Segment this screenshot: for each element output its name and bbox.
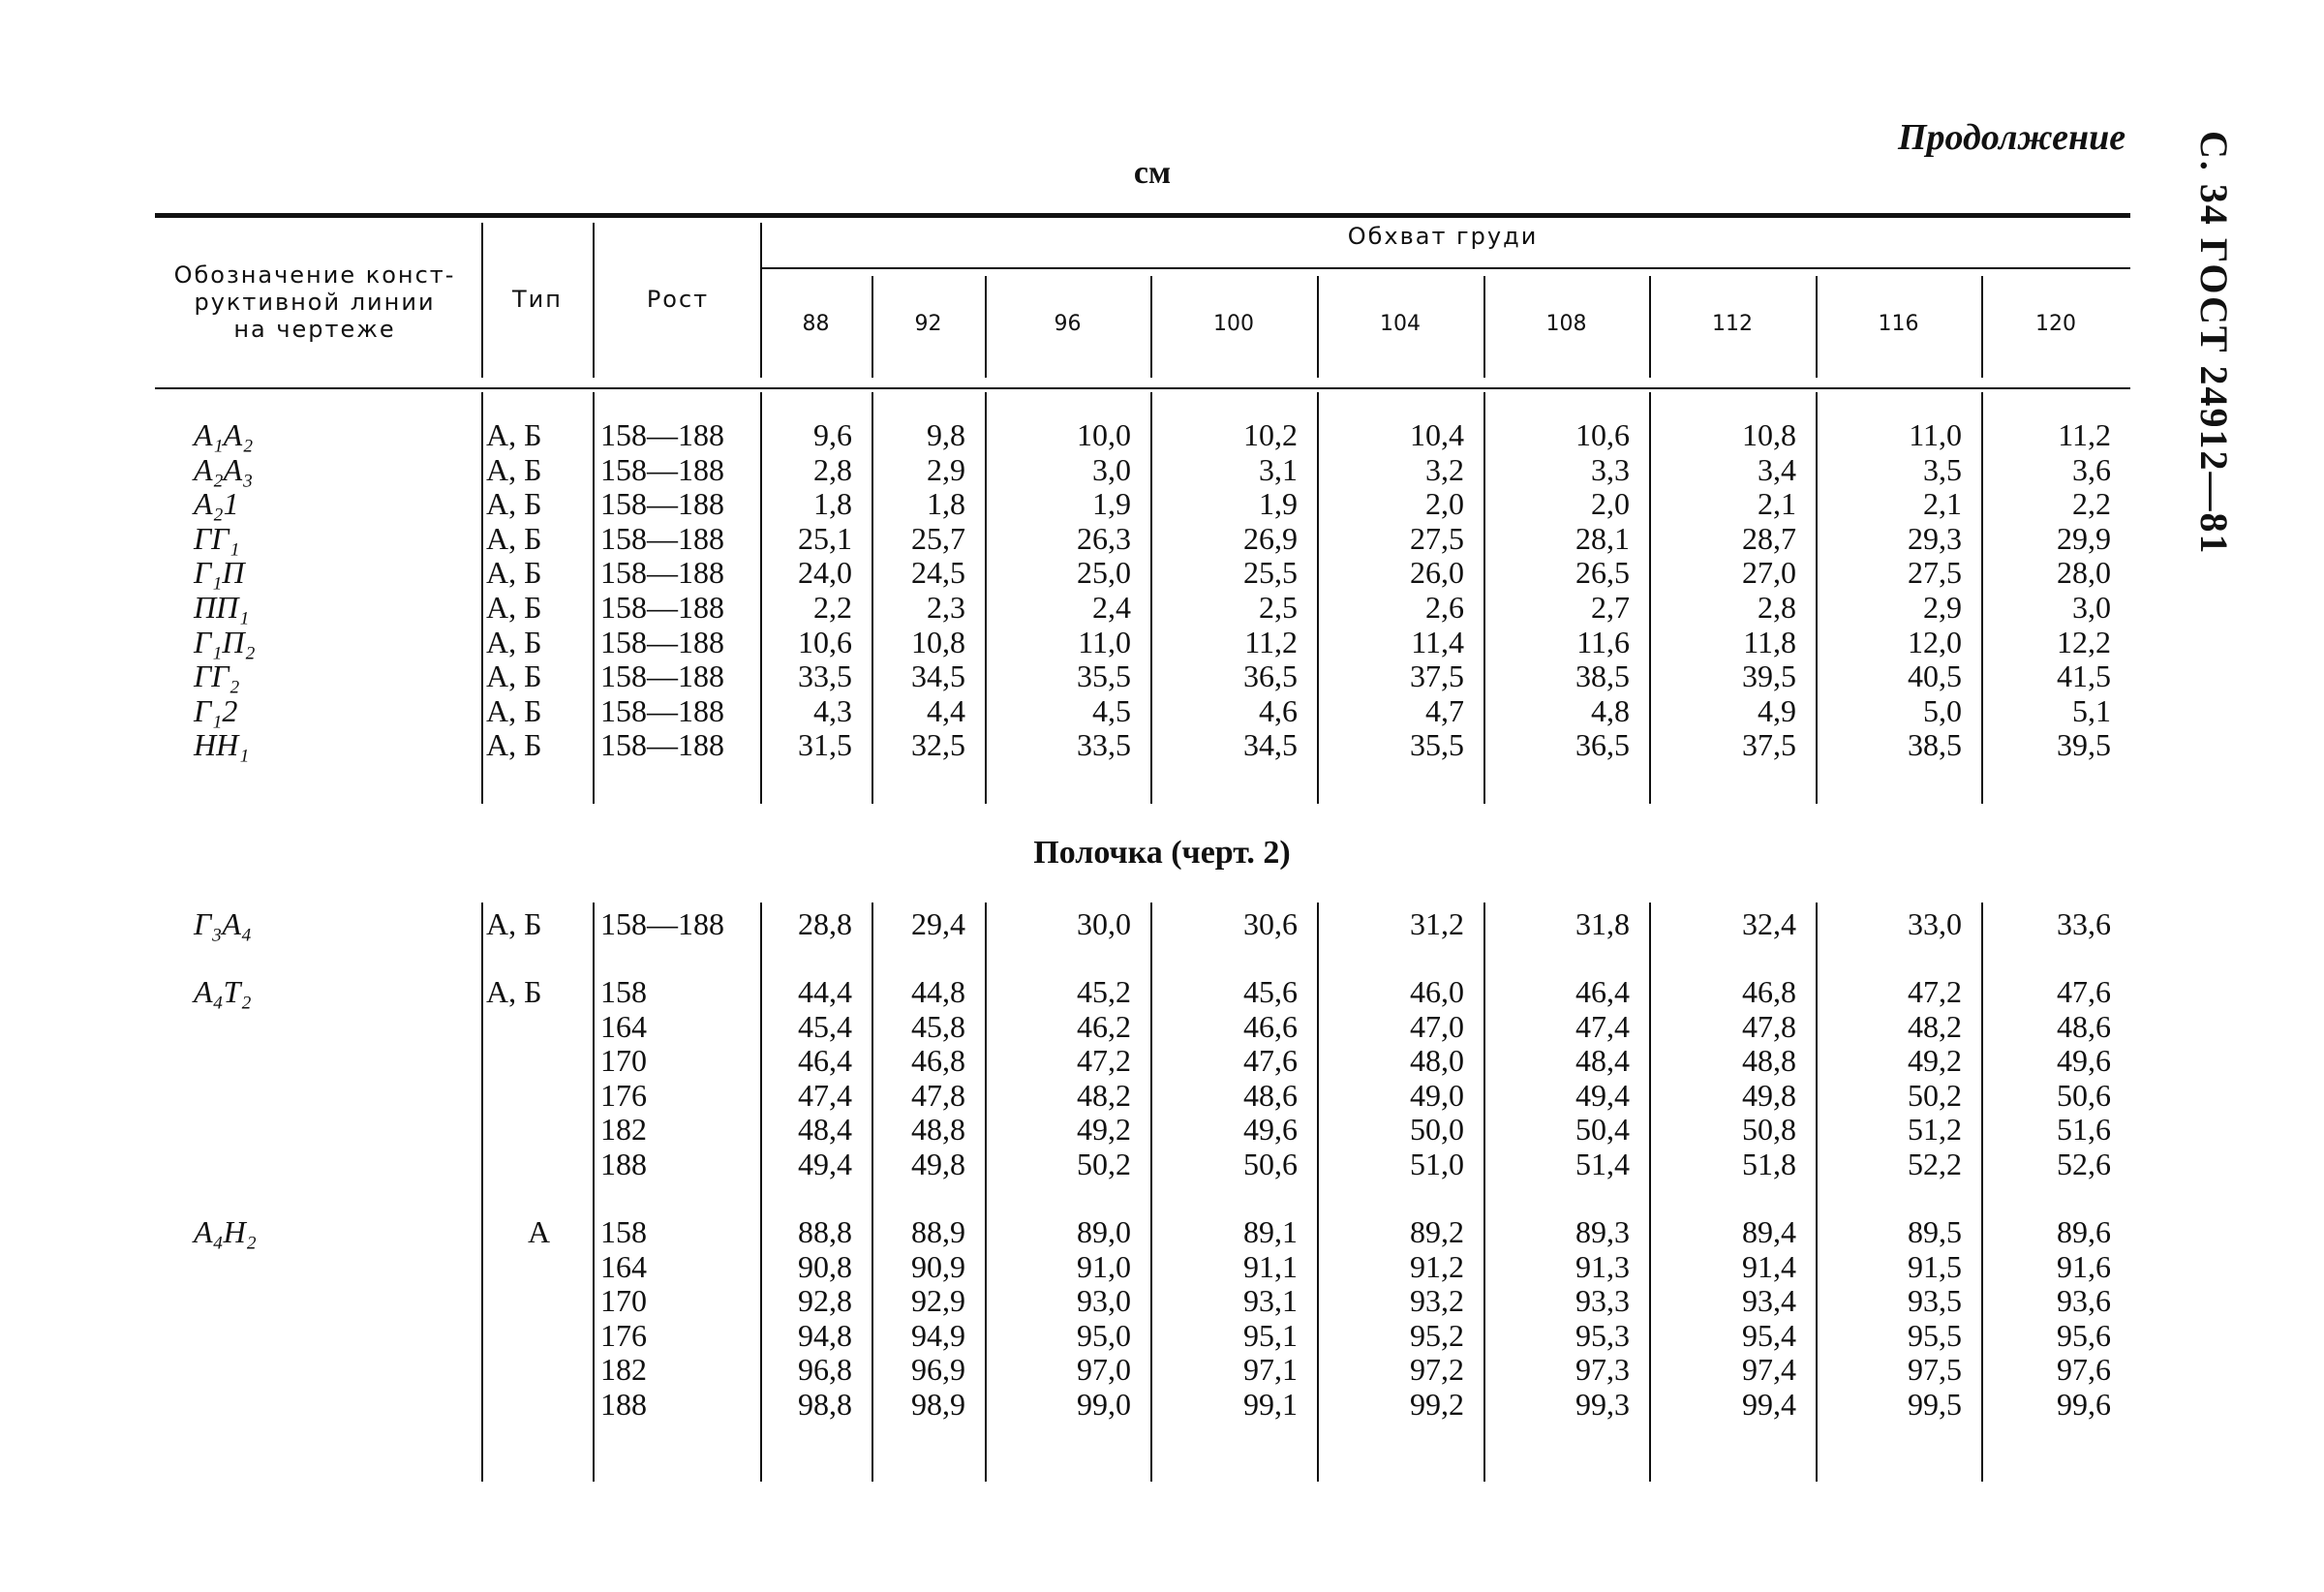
col-rule-height [593, 223, 595, 378]
s1-row-2-value-88: 2,8 [813, 451, 852, 487]
s1-row-8-value-112: 39,5 [1742, 658, 1796, 694]
a4t2-row-4-value-100: 48,6 [1243, 1077, 1298, 1113]
a4h2-row-4-value-108: 95,3 [1575, 1317, 1630, 1353]
continuation-label: Продолжение [1898, 117, 2126, 158]
s1-row-9-height: 158—188 [600, 692, 724, 728]
s1-row-2-value-104: 3,2 [1425, 451, 1464, 487]
a4h2-row-5-value-108: 97,3 [1575, 1352, 1630, 1388]
body-col-rule [593, 903, 595, 1482]
a4h2-row-6-value-92: 98,9 [911, 1387, 965, 1422]
chest-header: Обхват груди [1347, 223, 1539, 250]
a4t2-row-1-value-108: 46,4 [1575, 974, 1630, 1009]
a4t2-row-2-value-108: 47,4 [1575, 1008, 1630, 1044]
s1-row-1-type: А, Б [486, 417, 542, 452]
a4h2-row-4-value-92: 94,9 [911, 1317, 965, 1353]
s1-row-4-designation: ГГ₁ [194, 520, 240, 556]
a4h2-row-2-value-116: 91,5 [1908, 1248, 1962, 1284]
a4t2-row-1-value-96: 45,2 [1077, 974, 1131, 1009]
a4t2-row-6-height: 188 [600, 1147, 647, 1181]
chest-header-rule [760, 267, 2130, 269]
a4t2-row-3-value-88: 46,4 [798, 1043, 852, 1079]
a4h2-row-3-value-116: 93,5 [1908, 1283, 1962, 1319]
s1-row-5-value-120: 28,0 [2057, 555, 2111, 591]
a4t2-row-2-value-104: 47,0 [1410, 1008, 1464, 1044]
a4h2-row-2-value-108: 91,3 [1575, 1248, 1630, 1284]
s1-row-4-value-112: 28,7 [1742, 520, 1796, 556]
a4t2-row-1-designation: A₄T₂ [194, 974, 252, 1009]
s1-row-7-height: 158—188 [600, 624, 724, 659]
a4h2-row-6-value-100: 99,1 [1243, 1387, 1298, 1422]
a4h2-row-5-value-96: 97,0 [1077, 1352, 1131, 1388]
a4h2-row-2-height: 164 [600, 1248, 647, 1284]
a4t2-row-1-value-100: 45,6 [1243, 974, 1298, 1009]
s1-row-9-designation: Г₁2 [194, 692, 238, 728]
s1-row-1-value-112: 10,8 [1742, 417, 1796, 452]
a4t2-row-4-height: 176 [600, 1077, 647, 1113]
a4h2-row-5-value-112: 97,4 [1742, 1352, 1796, 1388]
s1-row-10-value-104: 35,5 [1410, 727, 1464, 763]
a4h2-row-3-value-108: 93,3 [1575, 1283, 1630, 1319]
size-header-108: 108 [1545, 312, 1587, 336]
a4t2-row-1-value-120: 47,6 [2057, 974, 2111, 1009]
a4t2-row-5-value-116: 51,2 [1908, 1112, 1962, 1148]
a4h2-row-2-value-92: 90,9 [911, 1248, 965, 1284]
s1-row-3-designation: A₂1 [194, 486, 239, 522]
s1-row-2-value-100: 3,1 [1259, 451, 1298, 487]
a4h2-row-1-value-108: 89,3 [1575, 1214, 1630, 1249]
a4h2-row-2-value-104: 91,2 [1410, 1248, 1464, 1284]
a4t2-row-5-value-112: 50,8 [1742, 1112, 1796, 1148]
s1-row-4-value-116: 29,3 [1908, 520, 1962, 556]
s1-row-9-value-100: 4,6 [1259, 692, 1298, 728]
a4h2-row-5-value-120: 97,6 [2057, 1352, 2111, 1388]
s1-row-1-designation: A₁A₂ [194, 417, 254, 452]
a4h2-row-6-value-120: 99,6 [2057, 1387, 2111, 1422]
a4t2-row-5-value-96: 49,2 [1077, 1112, 1131, 1148]
a4t2-row-4-value-112: 49,8 [1742, 1077, 1796, 1113]
a4h2-row-6-value-96: 99,0 [1077, 1387, 1131, 1422]
a4h2-row-3-value-104: 93,2 [1410, 1283, 1464, 1319]
s1-row-7-value-92: 10,8 [911, 624, 965, 659]
a4h2-row-3-value-100: 93,1 [1243, 1283, 1298, 1319]
s1-row-6-value-96: 2,4 [1092, 590, 1131, 625]
s1-row-4-value-104: 27,5 [1410, 520, 1464, 556]
s1-row-5-value-112: 27,0 [1742, 555, 1796, 591]
a4t2-row-1-value-104: 46,0 [1410, 974, 1464, 1009]
a4t2-row-2-value-120: 48,6 [2057, 1008, 2111, 1044]
g3a4-row-height: 158—188 [600, 906, 724, 941]
s1-row-10-value-116: 38,5 [1908, 727, 1962, 763]
s1-row-6-value-104: 2,6 [1425, 590, 1464, 625]
a4t2-row-2-value-92: 45,8 [911, 1008, 965, 1044]
a4h2-row-1-value-100: 89,1 [1243, 1214, 1298, 1249]
s1-row-8-value-96: 35,5 [1077, 658, 1131, 694]
a4t2-row-6-value-116: 52,2 [1908, 1147, 1962, 1181]
s1-row-8-value-116: 40,5 [1908, 658, 1962, 694]
a4t2-row-4-value-92: 47,8 [911, 1077, 965, 1113]
unit-label: см [1133, 155, 1172, 191]
s1-row-7-value-112: 11,8 [1743, 624, 1796, 659]
section-title-polochka: Полочка (черт. 2) [1033, 835, 1291, 871]
s1-row-8-value-108: 38,5 [1575, 658, 1630, 694]
col-rule-type [481, 223, 483, 378]
a4t2-row-3-height: 170 [600, 1043, 647, 1079]
s1-row-9-value-96: 4,5 [1092, 692, 1131, 728]
table-top-rule [155, 213, 2130, 218]
s1-row-10-value-112: 37,5 [1742, 727, 1796, 763]
a4h2-row-4-height: 176 [600, 1317, 647, 1353]
a4h2-row-4-value-88: 94,8 [798, 1317, 852, 1353]
a4h2-row-1-designation: A₄H₂ [194, 1214, 257, 1249]
a4t2-row-3-value-120: 49,6 [2057, 1043, 2111, 1079]
height-header: Рост [646, 286, 710, 313]
a4h2-row-5-value-104: 97,2 [1410, 1352, 1464, 1388]
s1-row-1-value-96: 10,0 [1077, 417, 1131, 452]
s1-row-10-height: 158—188 [600, 727, 724, 763]
a4h2-row-3-value-92: 92,9 [911, 1283, 965, 1319]
s1-row-6-value-100: 2,5 [1259, 590, 1298, 625]
page-label: С. 34 ГОСТ 24912—81 [2192, 131, 2236, 556]
s1-row-5-type: А, Б [486, 555, 542, 591]
s1-row-10-value-100: 34,5 [1243, 727, 1298, 763]
s1-row-9-value-104: 4,7 [1425, 692, 1464, 728]
s1-row-4-value-92: 25,7 [911, 520, 965, 556]
a4h2-row-6-value-112: 99,4 [1742, 1387, 1796, 1422]
a4h2-row-1-height: 158 [600, 1214, 647, 1249]
a4h2-row-4-value-96: 95,0 [1077, 1317, 1131, 1353]
s1-row-1-value-108: 10,6 [1575, 417, 1630, 452]
s1-row-10-designation: НН₁ [194, 727, 250, 763]
a4h2-row-6-value-108: 99,3 [1575, 1387, 1630, 1422]
g3a4-row-value-100: 30,6 [1243, 906, 1298, 941]
s1-row-10-value-108: 36,5 [1575, 727, 1630, 763]
a4t2-row-3-value-92: 46,8 [911, 1043, 965, 1079]
a4t2-row-1-value-92: 44,8 [911, 974, 965, 1009]
a4h2-row-1-value-96: 89,0 [1077, 1214, 1131, 1249]
a4t2-row-6-value-104: 51,0 [1410, 1147, 1464, 1181]
s1-row-8-designation: ГГ₂ [194, 658, 240, 694]
s1-row-4-value-88: 25,1 [798, 520, 852, 556]
s1-row-6-value-116: 2,9 [1923, 590, 1962, 625]
a4t2-row-2-height: 164 [600, 1008, 647, 1044]
s1-row-3-type: А, Б [486, 486, 542, 522]
s1-row-5-height: 158—188 [600, 555, 724, 591]
s1-row-7-type: А, Б [486, 624, 542, 659]
a4t2-row-3-value-96: 47,2 [1077, 1043, 1131, 1079]
a4h2-row-4-value-120: 95,6 [2057, 1317, 2111, 1353]
s1-row-1-value-104: 10,4 [1410, 417, 1464, 452]
s1-row-9-value-112: 4,9 [1758, 692, 1796, 728]
s1-row-2-height: 158—188 [600, 451, 724, 487]
a4t2-row-2-value-112: 47,8 [1742, 1008, 1796, 1044]
s1-row-2-value-96: 3,0 [1092, 451, 1131, 487]
a4t2-row-4-value-120: 50,6 [2057, 1077, 2111, 1113]
a4t2-row-5-value-100: 49,6 [1243, 1112, 1298, 1148]
g3a4-row-value-104: 31,2 [1410, 906, 1464, 941]
s1-row-9-value-120: 5,1 [2072, 692, 2111, 728]
s1-row-5-value-104: 26,0 [1410, 555, 1464, 591]
s1-row-4-type: А, Б [486, 520, 542, 556]
s1-row-6-height: 158—188 [600, 590, 724, 625]
a4t2-row-4-value-88: 47,4 [798, 1077, 852, 1113]
a4t2-row-6-value-100: 50,6 [1243, 1147, 1298, 1181]
a4t2-row-6-value-112: 51,8 [1742, 1147, 1796, 1181]
s1-row-5-value-100: 25,5 [1243, 555, 1298, 591]
a4t2-row-3-value-104: 48,0 [1410, 1043, 1464, 1079]
s1-row-4-value-120: 29,9 [2057, 520, 2111, 556]
s1-row-8-type: А, Б [486, 658, 542, 694]
s1-row-10-value-96: 33,5 [1077, 727, 1131, 763]
s1-row-9-value-116: 5,0 [1923, 692, 1962, 728]
s1-row-3-value-88: 1,8 [813, 486, 852, 522]
a4h2-row-6-value-104: 99,2 [1410, 1387, 1464, 1422]
a4h2-row-3-value-112: 93,4 [1742, 1283, 1796, 1319]
s1-row-7-value-100: 11,2 [1244, 624, 1298, 659]
a4t2-row-3-value-112: 48,8 [1742, 1043, 1796, 1079]
a4t2-row-6-value-96: 50,2 [1077, 1147, 1131, 1181]
g3a4-row-value-92: 29,4 [911, 906, 965, 941]
s1-row-1-value-100: 10,2 [1243, 417, 1298, 452]
s1-row-3-value-108: 2,0 [1591, 486, 1630, 522]
s1-row-2-value-92: 2,9 [927, 451, 965, 487]
size-header-116: 116 [1878, 312, 1919, 336]
s1-row-4-value-100: 26,9 [1243, 520, 1298, 556]
a4t2-row-6-value-88: 49,4 [798, 1147, 852, 1181]
a4h2-row-4-value-116: 95,5 [1908, 1317, 1962, 1353]
s1-row-8-value-92: 34,5 [911, 658, 965, 694]
a4h2-row-6-value-116: 99,5 [1908, 1387, 1962, 1422]
s1-row-6-value-112: 2,8 [1758, 590, 1796, 625]
s1-row-2-designation: A₂A₃ [194, 451, 254, 487]
s1-row-5-value-88: 24,0 [798, 555, 852, 591]
designation-header-line-3: на чертеже [233, 316, 396, 343]
s1-row-3-height: 158—188 [600, 486, 724, 522]
s1-row-8-height: 158—188 [600, 658, 724, 694]
a4h2-row-4-value-100: 95,1 [1243, 1317, 1298, 1353]
a4t2-row-5-value-108: 50,4 [1575, 1112, 1630, 1148]
s1-row-1-value-88: 9,6 [813, 417, 852, 452]
a4h2-row-6-height: 188 [600, 1387, 647, 1422]
a4t2-row-1-value-116: 47,2 [1908, 974, 1962, 1009]
a4t2-row-2-value-88: 45,4 [798, 1008, 852, 1044]
designation-header-line-2: руктивной линии [194, 289, 436, 316]
s1-row-7-value-104: 11,4 [1411, 624, 1464, 659]
s1-row-4-value-96: 26,3 [1077, 520, 1131, 556]
a4t2-row-2-value-96: 46,2 [1077, 1008, 1131, 1044]
size-header-88: 88 [802, 312, 830, 336]
s1-row-4-height: 158—188 [600, 520, 724, 556]
a4h2-row-1-value-104: 89,2 [1410, 1214, 1464, 1249]
a4t2-row-1-type: А, Б [486, 974, 542, 1009]
a4h2-row-2-value-112: 91,4 [1742, 1248, 1796, 1284]
a4h2-row-5-value-116: 97,5 [1908, 1352, 1962, 1388]
a4t2-row-4-value-96: 48,2 [1077, 1077, 1131, 1113]
s1-row-6-value-92: 2,3 [927, 590, 965, 625]
a4h2-row-4-value-104: 95,2 [1410, 1317, 1464, 1353]
designation-header [160, 261, 470, 343]
a4h2-row-2-value-120: 91,6 [2057, 1248, 2111, 1284]
header-bottom-rule [155, 387, 2130, 389]
s1-row-3-value-116: 2,1 [1923, 486, 1962, 522]
s1-row-3-value-120: 2,2 [2072, 486, 2111, 522]
s1-row-6-designation: ПП₁ [194, 590, 250, 625]
g3a4-row-value-116: 33,0 [1908, 906, 1962, 941]
a4t2-row-3-value-108: 48,4 [1575, 1043, 1630, 1079]
s1-row-9-type: А, Б [486, 692, 542, 728]
s1-row-4-value-108: 28,1 [1575, 520, 1630, 556]
a4h2-row-2-value-88: 90,8 [798, 1248, 852, 1284]
a4t2-row-2-value-116: 48,2 [1908, 1008, 1962, 1044]
g3a4-row-value-96: 30,0 [1077, 906, 1131, 941]
a4h2-row-5-value-92: 96,9 [911, 1352, 965, 1388]
s1-row-6-type: А, Б [486, 590, 542, 625]
s1-row-10-type: А, Б [486, 727, 542, 763]
a4t2-row-6-value-108: 51,4 [1575, 1147, 1630, 1181]
s1-row-5-value-116: 27,5 [1908, 555, 1962, 591]
size-header-104: 104 [1380, 312, 1421, 336]
a4t2-row-1-value-88: 44,4 [798, 974, 852, 1009]
s1-row-5-designation: Г₁П [194, 555, 245, 591]
s1-row-8-value-100: 36,5 [1243, 658, 1298, 694]
g3a4-row-type: А, Б [486, 906, 542, 941]
g3a4-row-value-120: 33,6 [2057, 906, 2111, 941]
s1-row-10-value-88: 31,5 [798, 727, 852, 763]
s1-row-10-value-120: 39,5 [2057, 727, 2111, 763]
s1-row-3-value-96: 1,9 [1092, 486, 1131, 522]
a4h2-row-3-height: 170 [600, 1283, 647, 1319]
a4t2-row-6-value-92: 49,8 [911, 1147, 965, 1181]
a4t2-row-3-value-100: 47,6 [1243, 1043, 1298, 1079]
s1-row-9-value-88: 4,3 [813, 692, 852, 728]
s1-row-3-value-92: 1,8 [927, 486, 965, 522]
a4h2-row-3-value-96: 93,0 [1077, 1283, 1131, 1319]
body-col-rule [481, 903, 483, 1482]
a4h2-row-1-value-92: 88,9 [911, 1214, 965, 1249]
size-header-120: 120 [2035, 312, 2076, 336]
a4h2-row-3-value-88: 92,8 [798, 1283, 852, 1319]
s1-row-5-value-92: 24,5 [911, 555, 965, 591]
a4h2-row-2-value-100: 91,1 [1243, 1248, 1298, 1284]
s1-row-3-value-112: 2,1 [1758, 486, 1796, 522]
s1-row-7-value-120: 12,2 [2057, 624, 2111, 659]
a4h2-row-2-value-96: 91,0 [1077, 1248, 1131, 1284]
s1-row-7-value-88: 10,6 [798, 624, 852, 659]
s1-row-9-value-92: 4,4 [927, 692, 965, 728]
s1-row-1-value-120: 11,2 [2058, 417, 2111, 452]
g3a4-row-value-108: 31,8 [1575, 906, 1630, 941]
a4h2-row-5-height: 182 [600, 1352, 647, 1388]
s1-row-1-value-92: 9,8 [927, 417, 965, 452]
s1-row-3-value-104: 2,0 [1425, 486, 1464, 522]
a4t2-row-1-height: 158 [600, 974, 647, 1009]
body-col-rule [481, 392, 483, 804]
a4t2-row-4-value-116: 50,2 [1908, 1077, 1962, 1113]
s1-row-6-value-108: 2,7 [1591, 590, 1630, 625]
a4h2-row-1-value-120: 89,6 [2057, 1214, 2111, 1249]
s1-row-6-value-88: 2,2 [813, 590, 852, 625]
a4t2-row-2-value-100: 46,6 [1243, 1008, 1298, 1044]
g3a4-row-value-112: 32,4 [1742, 906, 1796, 941]
a4t2-row-5-value-104: 50,0 [1410, 1112, 1464, 1148]
a4t2-row-3-value-116: 49,2 [1908, 1043, 1962, 1079]
s1-row-5-value-108: 26,5 [1575, 555, 1630, 591]
size-header-96: 96 [1054, 312, 1082, 336]
size-header-100: 100 [1213, 312, 1254, 336]
a4t2-row-5-value-92: 48,8 [911, 1112, 965, 1148]
g3a4-row-designation: Г₃A₄ [194, 906, 252, 941]
s1-row-8-value-120: 41,5 [2057, 658, 2111, 694]
a4t2-row-5-value-88: 48,4 [798, 1112, 852, 1148]
s1-row-8-value-88: 33,5 [798, 658, 852, 694]
s1-row-2-value-112: 3,4 [1758, 451, 1796, 487]
s1-row-7-designation: Г₁П₂ [194, 624, 256, 659]
size-header-92: 92 [914, 312, 942, 336]
s1-row-2-value-120: 3,6 [2072, 451, 2111, 487]
a4t2-row-5-value-120: 51,6 [2057, 1112, 2111, 1148]
a4h2-row-1-value-112: 89,4 [1742, 1214, 1796, 1249]
designation-header-line-1: Обозначение конст- [173, 261, 456, 289]
a4h2-row-1-type: А [528, 1214, 551, 1249]
s1-row-3-value-100: 1,9 [1259, 486, 1298, 522]
a4t2-row-6-value-120: 52,6 [2057, 1147, 2111, 1181]
a4h2-row-5-value-100: 97,1 [1243, 1352, 1298, 1388]
s1-row-6-value-120: 3,0 [2072, 590, 2111, 625]
s1-row-5-value-96: 25,0 [1077, 555, 1131, 591]
size-header-112: 112 [1712, 312, 1753, 336]
a4h2-row-5-value-88: 96,8 [798, 1352, 852, 1388]
s1-row-2-value-116: 3,5 [1923, 451, 1962, 487]
s1-row-9-value-108: 4,8 [1591, 692, 1630, 728]
a4t2-row-4-value-104: 49,0 [1410, 1077, 1464, 1113]
a4t2-row-5-height: 182 [600, 1112, 647, 1148]
body-col-rule [593, 392, 595, 804]
a4t2-row-4-value-108: 49,4 [1575, 1077, 1630, 1113]
g3a4-row-value-88: 28,8 [798, 906, 852, 941]
s1-row-1-value-116: 11,0 [1909, 417, 1962, 452]
s1-row-8-value-104: 37,5 [1410, 658, 1464, 694]
s1-row-1-height: 158—188 [600, 417, 724, 452]
a4h2-row-1-value-116: 89,5 [1908, 1214, 1962, 1249]
a4h2-row-1-value-88: 88,8 [798, 1214, 852, 1249]
s1-row-2-type: А, Б [486, 451, 542, 487]
type-header: Тип [512, 286, 563, 313]
s1-row-10-value-92: 32,5 [911, 727, 965, 763]
s1-row-7-value-108: 11,6 [1576, 624, 1630, 659]
s1-row-7-value-116: 12,0 [1908, 624, 1962, 659]
s1-row-2-value-108: 3,3 [1591, 451, 1630, 487]
a4h2-row-4-value-112: 95,4 [1742, 1317, 1796, 1353]
s1-row-7-value-96: 11,0 [1078, 624, 1131, 659]
a4h2-row-6-value-88: 98,8 [798, 1387, 852, 1422]
a4h2-row-3-value-120: 93,6 [2057, 1283, 2111, 1319]
a4t2-row-1-value-112: 46,8 [1742, 974, 1796, 1009]
